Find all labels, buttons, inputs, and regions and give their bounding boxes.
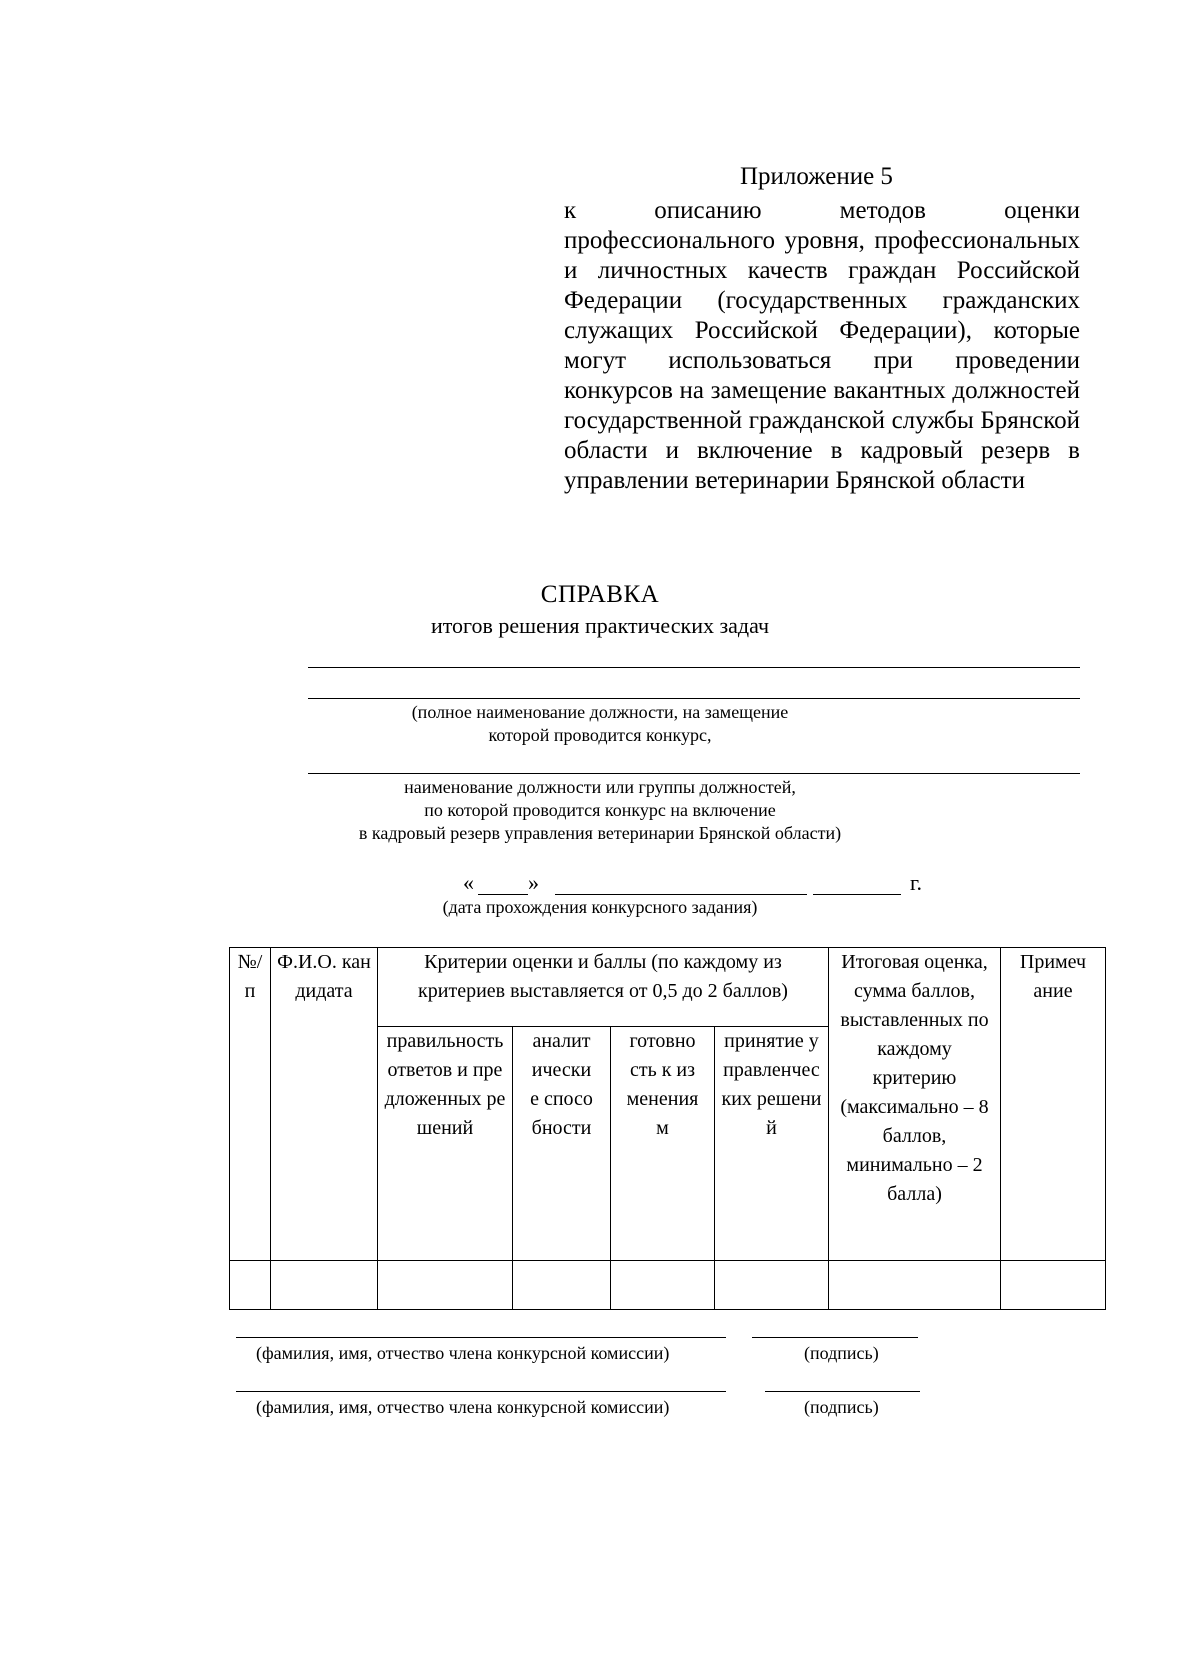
criterion-readiness <box>611 1027 715 1261</box>
criterion-analytical-text: аналитические способности <box>530 1030 593 1139</box>
signature-2-sign-caption: (подпись) <box>804 1397 879 1417</box>
criterion-decisions <box>715 1027 829 1261</box>
table-cell-note[interactable] <box>1001 1261 1106 1310</box>
signature-2-name-line[interactable] <box>236 1391 726 1392</box>
signature-2-name-caption: (фамилия, имя, отчество члена конкурсной комиссии) <box>256 1397 670 1417</box>
criterion-readiness-text: готовность к изменениям <box>626 1030 699 1139</box>
table-cell-correctness[interactable] <box>378 1261 513 1310</box>
date-close-quote: » <box>528 870 539 895</box>
results-table <box>229 947 1106 1310</box>
criterion-decisions-text: принятие управленческих решений <box>721 1030 822 1139</box>
reserve-caption-line-3: в кадровый резерв управления ветеринарии Брянской области) <box>358 823 842 843</box>
header-number <box>230 948 271 1261</box>
criterion-correctness <box>378 1027 513 1261</box>
signature-1-sign-line[interactable] <box>752 1337 918 1338</box>
header-total <box>829 948 1001 1261</box>
header-fio-text: Ф.И.О. кандидата <box>277 951 371 1002</box>
reserve-position-line[interactable] <box>308 773 1080 774</box>
position-caption-line-1: (полное наименование должности, на замещение <box>411 702 789 722</box>
reserve-caption-line-1: наименование должности или группы должностей, <box>404 777 796 797</box>
signature-1-sign-caption: (подпись) <box>804 1343 879 1363</box>
document-title: СПРАВКА <box>540 581 660 608</box>
header-criteria <box>378 948 829 1027</box>
header-note <box>1001 948 1106 1261</box>
date-year-suffix: г. <box>910 870 923 895</box>
appendix-description: к описанию методов оценки профессионального уровня, профессиональных и личностных качеств граждан Российской Федерации (государственных гражданских служащих Российской Федерации), которые могут использоваться при проведении конкурсов на замещение вакантных должностей государственной гражданской службы Брянской области и включение в кадровый резерв в управлении ветеринарии Брянской области <box>564 197 1080 494</box>
table-cell-readiness[interactable] <box>611 1261 715 1310</box>
appendix-title: Приложение 5 <box>740 163 893 190</box>
reserve-caption-line-2: по которой проводится конкурс на включение <box>424 800 776 820</box>
position-line-2[interactable] <box>308 698 1080 699</box>
date-day-line[interactable] <box>478 894 528 895</box>
table-cell-analytical[interactable] <box>513 1261 611 1310</box>
table-cell-decisions[interactable] <box>715 1261 829 1310</box>
date-caption: (дата прохождения конкурсного задания) <box>442 897 758 917</box>
header-criteria-text: Критерии оценки и баллы (по каждому из критериев выставляется от 0,5 до 2 баллов) <box>418 951 788 1002</box>
signature-1-name-caption: (фамилия, имя, отчество члена конкурсной комиссии) <box>256 1343 670 1363</box>
position-line-1[interactable] <box>308 667 1080 668</box>
signature-2-sign-line[interactable] <box>765 1391 920 1392</box>
header-note-text: Примечание <box>1019 951 1087 1002</box>
header-fio <box>271 948 378 1261</box>
table-cell-fio[interactable] <box>271 1261 378 1310</box>
criterion-analytical <box>513 1027 611 1261</box>
table-cell-total[interactable] <box>829 1261 1001 1310</box>
document-subtitle: итогов решения практических задач <box>430 613 770 638</box>
table-cell-number[interactable] <box>230 1261 271 1310</box>
date-open-quote: « <box>463 870 474 895</box>
date-year-line[interactable] <box>813 894 901 895</box>
header-number-text: №/п <box>237 951 263 1002</box>
criterion-correctness-text: правильность ответов и предложенных решений <box>384 1030 506 1139</box>
date-month-line[interactable] <box>555 894 807 895</box>
signature-1-name-line[interactable] <box>236 1337 726 1338</box>
header-total-text: Итоговая оценка, сумма баллов, выставленных по каждому критерию (максимально – 8 баллов, минимально – 2 балла) <box>840 951 989 1205</box>
position-caption-line-2: которой проводится конкурс, <box>488 725 712 745</box>
